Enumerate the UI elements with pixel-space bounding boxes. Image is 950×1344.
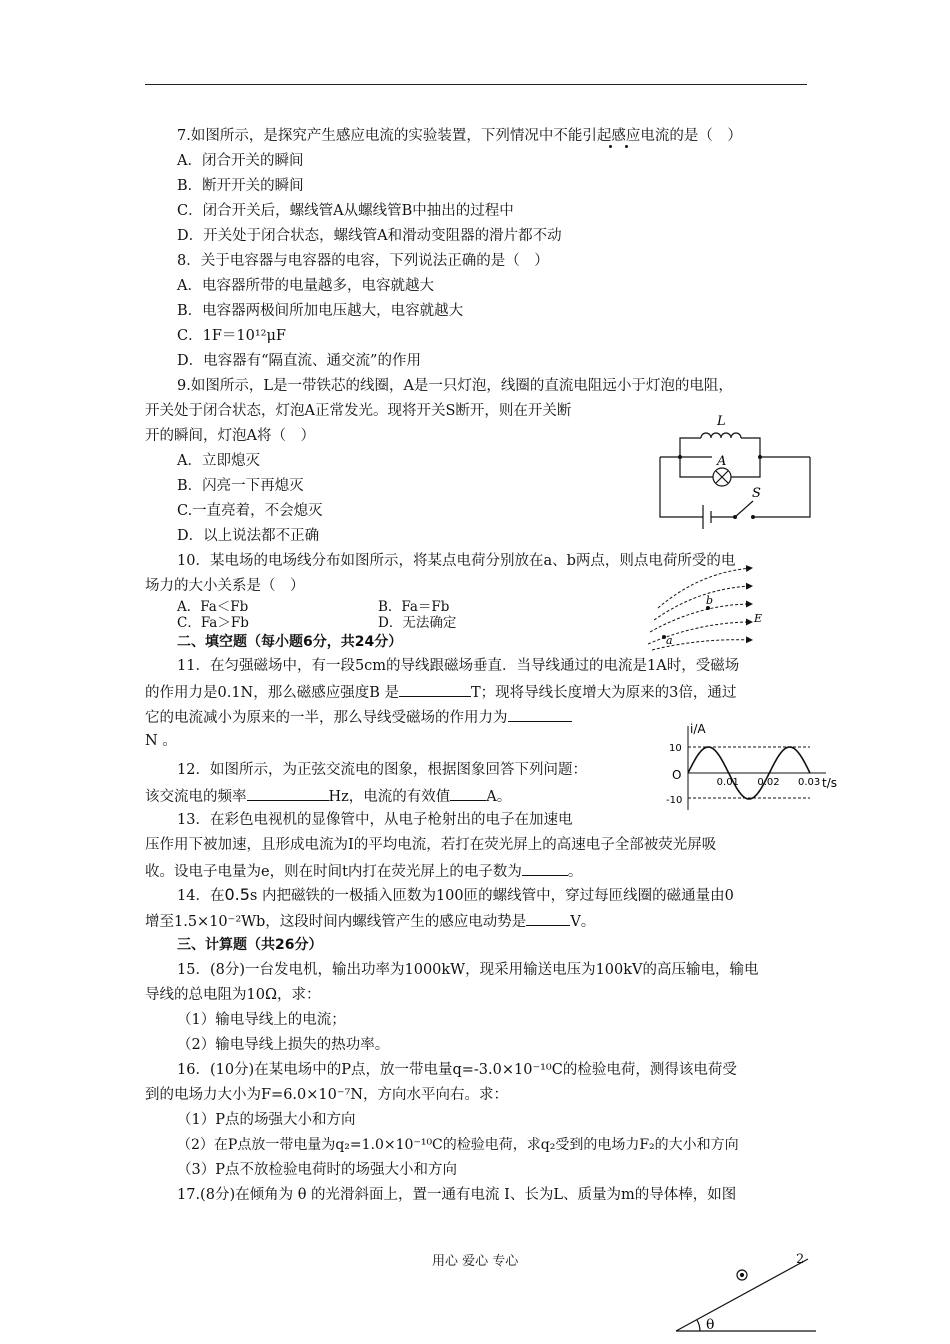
- label-b: b: [706, 594, 714, 607]
- q9-line2: 开关处于闭合状态，灯泡A正常发光。现将开关S断开，则在开关断: [145, 403, 572, 419]
- q13-line1: 13．在彩色电视机的显像管中，从电子枪射出的电子在加速电: [177, 812, 573, 828]
- x-axis-label: t/s: [822, 776, 837, 790]
- footer-text: 用心 爱心 专心: [432, 1254, 519, 1269]
- origin-label: O: [672, 768, 682, 782]
- q15-line2: 导线的总电阻为10Ω，求：: [145, 987, 321, 1003]
- q11-line3: 它的电流减小为原来的一半，那么导线受磁场的作用力为: [145, 706, 572, 728]
- q8-option-b: B．电容器两极间所加电压越大，电容就越大: [177, 303, 464, 319]
- answer-blank[interactable]: [450, 785, 486, 801]
- q8-option-d: D．电容器有“隔直流、通交流”的作用: [177, 353, 421, 369]
- incline-diagram: [670, 1255, 820, 1335]
- emphasis-dot: [609, 145, 612, 148]
- y-tick-label: -10: [666, 795, 683, 806]
- q13-line2: 压作用下被加速，且形成电流为I的平均电流，若打在荧光屏上的高速电子全部被荧光屏吸: [145, 837, 717, 853]
- q8-option-c: C．1F＝10¹²μF: [177, 328, 286, 344]
- q12-line1: 12．如图所示，为正弦交流电的图象，根据图象回答下列问题：: [177, 762, 587, 778]
- page-number: 2: [796, 1252, 805, 1267]
- label-a: a: [666, 634, 673, 647]
- answer-blank[interactable]: [526, 910, 570, 926]
- answer-blank[interactable]: [247, 785, 329, 801]
- field-line: [654, 586, 752, 620]
- q7-option-b: B．断开开关的瞬间: [177, 178, 304, 194]
- angle-arc: [697, 1320, 700, 1331]
- label-a: A: [717, 454, 727, 469]
- q16-part-1: （1）P点的场强大小和方向: [177, 1112, 356, 1128]
- ac-current-chart: [660, 718, 845, 818]
- q12-line2: 该交流电的频率 Hz，电流的有效值 A。: [145, 785, 511, 807]
- header-rule: [145, 84, 807, 85]
- switch-s: [735, 501, 753, 517]
- q14-line2: 增至1.5×10⁻²Wb，这段时间内螺线管产生的感应电动势是 V。: [145, 910, 595, 932]
- q9-option-c: C.一直亮着，不会熄灭: [177, 503, 323, 519]
- q9-line3: 开的瞬间，灯泡A将（ ）: [145, 428, 315, 444]
- q11-line2: 的作用力是0.1N，那么磁感应强度B 是 T；现将导线长度增大为原来的3倍，通过: [145, 681, 736, 703]
- theta-label: θ: [706, 1317, 715, 1333]
- q10-option-b: B．Fa＝Fb: [378, 599, 450, 615]
- q7-stem: 7.如图所示，是探究产生感应电流的实验装置，下列情况中不能引起感应电流的是（ ）: [177, 128, 742, 144]
- answer-blank[interactable]: [399, 681, 471, 697]
- electric-field-diagram: [640, 560, 770, 650]
- q15-part-2: （2）输电导线上损失的热功率。: [177, 1037, 390, 1053]
- q7-option-c: C．闭合开关后，螺线管A从螺线管B中抽出的过程中: [177, 203, 514, 219]
- inductor-coil: [701, 433, 741, 438]
- x-tick-label: 0.02: [757, 777, 780, 788]
- section-2-title: 二、填空题（每小题6分，共24分）: [177, 634, 403, 650]
- emphasis-dot: [625, 145, 628, 148]
- q9-option-d: D．以上说法都不正确: [177, 528, 320, 544]
- q11-line1: 11．在匀强磁场中，有一段5cm的导线跟磁场垂直．当导线通过的电流是1A时，受磁场: [177, 658, 740, 674]
- q10-option-d: D．无法确定: [378, 615, 457, 631]
- q11-line4: N 。: [145, 733, 177, 749]
- answer-blank[interactable]: [522, 860, 568, 876]
- label-l: L: [717, 414, 726, 429]
- q14-line1: 14．在0.5s 内把磁铁的一极插入匝数为100匝的螺线管中，穿过每匝线圈的磁通量由0: [177, 885, 734, 904]
- q13-line3: 收。设电子电量为e，则在时间t内打在荧光屏上的电子数为 。: [145, 860, 582, 882]
- field-line: [648, 622, 752, 644]
- answer-blank[interactable]: [508, 706, 572, 722]
- x-tick-label: 0.03: [798, 777, 821, 788]
- section-3-title: 三、计算题（共26分）: [177, 937, 323, 953]
- q17-line1: 17.(8分)在倾角为 θ 的光滑斜面上，置一通有电流 I、长为L、质量为m的导体棒，如图: [177, 1187, 737, 1203]
- q9-option-a: A．立即熄灭: [177, 453, 260, 469]
- q9-line1: 9.如图所示，L是一带铁芯的线圈，A是一只灯泡，线圈的直流电阻远小于灯泡的电阻，: [177, 378, 733, 394]
- q9-option-b: B．闪亮一下再熄灭: [177, 478, 304, 494]
- q16-part-2: （2）在P点放一带电量为q₂=1.0×10⁻¹⁰C的检验电荷，求q₂受到的电场力F₂的大小和方向: [177, 1137, 739, 1153]
- q16-line1: 16．(10分)在某电场中的P点，放一带电量q=-3.0×10⁻¹⁰C的检验电荷，测得该电荷受: [177, 1062, 737, 1078]
- x-tick-label: 0.01: [716, 777, 739, 788]
- q8-option-a: A．电容器所带的电量越多，电容就越大: [177, 278, 434, 294]
- q7-option-a: A．闭合开关的瞬间: [177, 153, 304, 169]
- q10-line2: 场力的大小关系是（ ）: [145, 578, 305, 594]
- q16-line2: 到的电场力大小为F=6.0×10⁻⁷N，方向水平向右。求：: [145, 1087, 509, 1103]
- q15-line1: 15．(8分)一台发电机，输出功率为1000kW，现采用输送电压为100kV的高压输电，输电: [177, 962, 759, 978]
- label-e: E: [754, 612, 763, 625]
- q10-option-a: A．Fa＜Fb: [177, 599, 249, 615]
- y-tick-label: 10: [669, 743, 682, 754]
- label-s: S: [752, 486, 761, 501]
- q8-stem: 8．关于电容器与电容器的电容，下列说法正确的是（ ）: [177, 253, 549, 269]
- y-axis-label: i/A: [690, 722, 706, 736]
- field-line: [658, 568, 752, 608]
- q15-part-1: （1）输电导线上的电流；: [177, 1012, 346, 1028]
- q10-option-c: C．Fa＞Fb: [177, 615, 249, 631]
- circuit-diagram: [655, 405, 815, 525]
- q16-part-3: （3）P点不放检验电荷时的场强大小和方向: [177, 1162, 457, 1178]
- q7-option-d: D．开关处于闭合状态，螺线管A和滑动变阻器的滑片都不动: [177, 228, 562, 244]
- q10-line1: 10．某电场的电场线分布如图所示，将某点电荷分别放在a、b两点，则点电荷所受的电: [177, 553, 736, 569]
